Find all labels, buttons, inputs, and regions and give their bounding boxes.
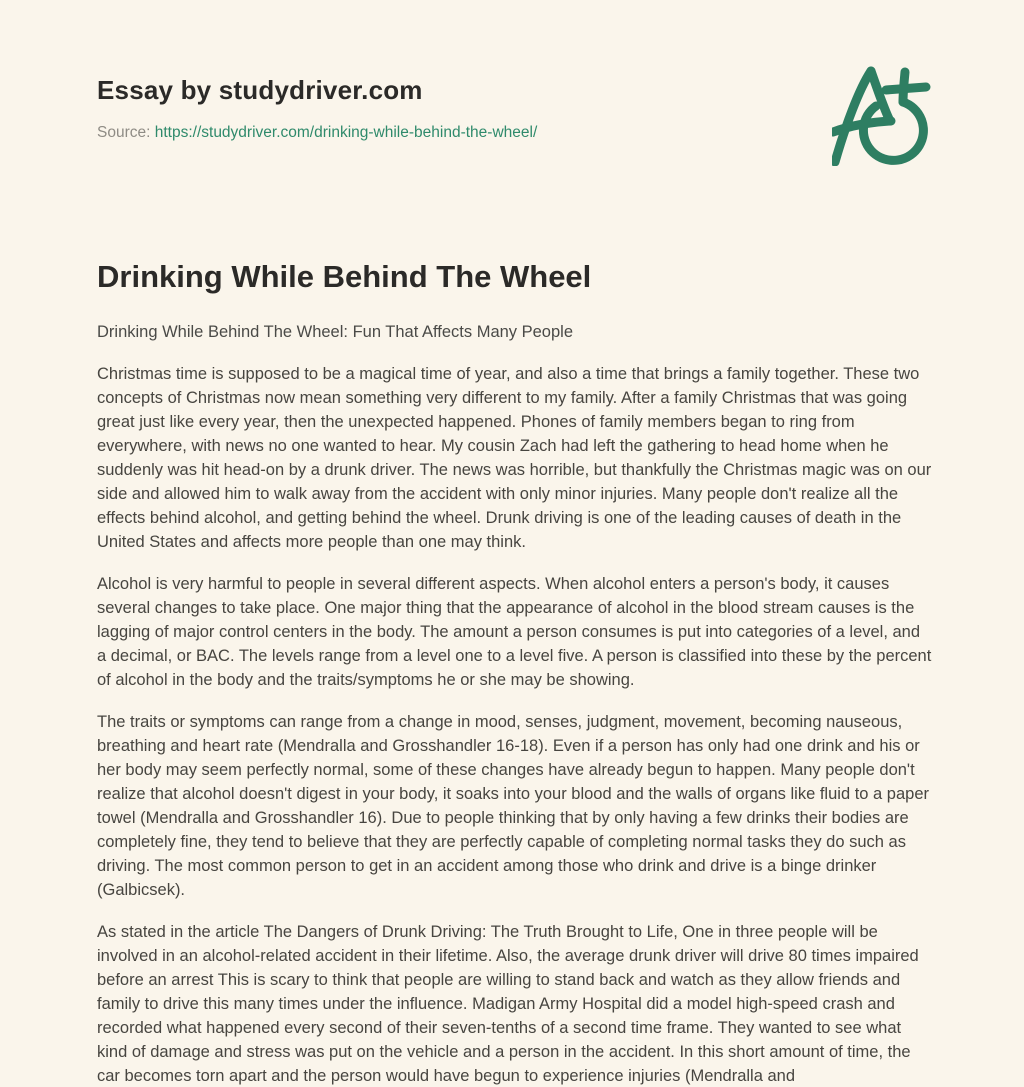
essay-paragraph: The traits or symptoms can range from a change in mood, senses, judgment, movement, becoming nauseous, breathing and heart rate (Mendralla and Grosshandler 16-18). Even if a person has only had one drink and his or her body may seem perfectly normal, some of these changes have already begun to happen. Many people don't realize that alcohol doesn't digest in your body, it soaks into your blood and the walls of organs like fluid to a paper towel (Mendralla and Grosshandler 16). Due to people thinking that by only having a few drinks their bodies are completely fine, they tend to believe that they are perfectly capable of completing normal tasks they do such as driving. The most common person to get in an accident among those who drink and drive is a binge drinker (Galbicsek). (97, 713, 930, 899)
source-url-link[interactable]: https://studydriver.com/drinking-while-behind-the-wheel/ (154, 124, 538, 141)
page-header (97, 74, 933, 144)
essay-subtitle: Drinking While Behind The Wheel: Fun That Affects Many People (97, 323, 574, 341)
studydriver-a-plus-logo-icon (832, 64, 932, 166)
essay-paragraph: As stated in the article The Dangers of Drunk Driving: The Truth Brought to Life, One in three people will be involved in an alcohol-related accident in their lifetime. Also, the average drunk driver will drive 80 times impaired before an arrest This is scary to think that people are willing to stand back and watch as they allow friends and family to drive this many times under the influence. Madigan Army Hospital did a model high-speed crash and recorded what happened every second of their seven-tenths of a second time frame. They wanted to see what kind of damage and stress was put on the vehicle and a person in the accident. In this short amount of time, the car becomes torn apart and the person would have begun to experience injuries (Mendralla and (97, 923, 919, 1085)
essay-title: Drinking While Behind The Wheel (97, 259, 592, 294)
essay-body (97, 362, 933, 1087)
essay-paragraph: Alcohol is very harmful to people in several different aspects. When alcohol enters a person's body, it causes several changes to take place. One major thing that the appearance of alcohol in the blood stream causes is the lagging of major control centers in the body. The amount a person consumes is put into categories of a level, and a decimal, or BAC. The levels range from a level one to a level five. A person is classified into these by the percent of alcohol in the body and the traits/symptoms he or she may be showing. (97, 575, 932, 689)
source-line (97, 122, 933, 144)
source-label: Source: (97, 124, 151, 141)
byline-heading: Essay by studydriver.com (97, 75, 423, 105)
essay-paragraph: Christmas time is supposed to be a magical time of year, and also a time that brings a family together. These two concepts of Christmas now mean something very different to my family. After a family Christmas that was going great just like every year, then the unexpected happened. Phones of family members began to ring from everywhere, with news no one wanted to hear. My cousin Zach had left the gathering to head home when he suddenly was hit head-on by a drunk driver. The news was horrible, but thankfully the Christmas magic was on our side and allowed him to walk away from the accident with only minor injuries. Many people don't realize all the effects behind alcohol, and getting behind the wheel. Drunk driving is one of the leading causes of death in the United States and affects more people than one may think. (97, 365, 932, 551)
